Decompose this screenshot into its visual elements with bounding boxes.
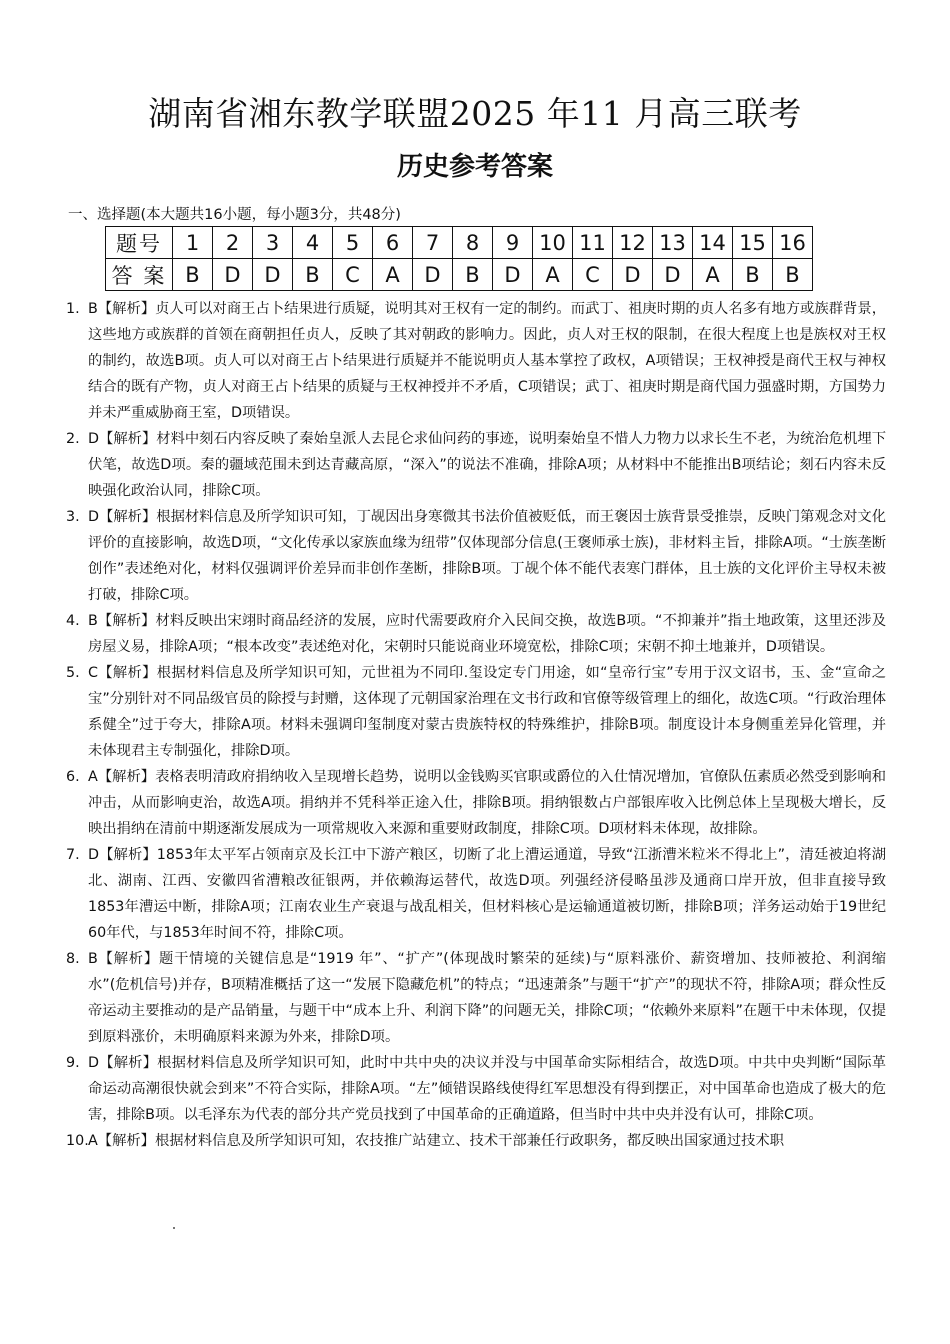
item-text: B【解析】贞人可以对商王占卜结果进行质疑，说明其对王权有一定的制约。而武丁、祖庚时期的贞人名多有地方或族群背景，这些地方或族群的首领在商朝担任贞人，反映了其对朝政的影响力。因此，贞人对王权的限制，在很大程度上也是族权对王权的制约，故选B项。贞人可以对商王占卜结果进行质疑并不能说明贞人基本掌控了政权，A项错误；王权神授是商代王权与神权结合的既有产物，贞人对商王占卜结果的质疑与王权神授并不矛盾，C项错误；武丁、祖庚时期是商代国力强盛时期，方国势力并未严重威胁商王室，D项错误。 bbox=[88, 301, 886, 421]
item-number: 1. bbox=[66, 301, 80, 317]
item-text: D【解析】根据材料信息及所学知识可知，此时中共中央的决议并没与中国革命实际相结合，故选D项。中共中央判断“国际革命运动高潮很快就会到来”不符合实际，排除A项。“左”倾错误路线使得红军思想没有得到摆正，对中国革命也造成了极大的危害，排除B项。以毛泽东为代表的部分共产党员找到了中国革命的正确道路，但当时中共中央并没有认可，排除C项。 bbox=[88, 1055, 886, 1123]
question-number: 2 bbox=[213, 227, 253, 259]
item-text: C【解析】根据材料信息及所学知识可知，元世祖为不同印.玺设定专门用途，如“皇帝行宝”专用于汉文诏书，玉、金“宣命之宝”分别针对不同品级官员的除授与封赠，这体现了元朝国家治理在文书行政和官僚等级管理上的细化，故选C项。“行政治理体系健全”过于夸大，排除A项。材料未强调印玺制度对蒙古贵族特权的特殊维护，排除B项。制度设计本身侧重差异化管理，并未体现君主专制强化，排除D项。 bbox=[88, 665, 886, 759]
row-label-answer: 答 案 bbox=[106, 259, 173, 291]
question-number: 1 bbox=[173, 227, 213, 259]
item-number: 10. bbox=[66, 1133, 89, 1149]
question-number: 5 bbox=[333, 227, 373, 259]
answer-letter: D bbox=[413, 259, 453, 291]
answer-letter: C bbox=[573, 259, 613, 291]
item-text: B【解析】题干情境的关键信息是“1919 年”、“扩产”(体现战时繁荣的延续)与“原料涨价、薪资增加、技师被抢、利润缩水”(危机信号)并存，B项精准概括了这一“发展下隐藏危机”的特点；“迅速萧条”与题干“扩产”的现状不符，排除A项；群众性反帝运动主要推动的是产品销量，与题干中“成本上升、利润下降”的问题无关，排除C项；“依赖外来原料”在题干中未体现，仅提到原料涨价，未明确原料来源为外来，排除D项。 bbox=[88, 951, 886, 1045]
answer-letter: B bbox=[173, 259, 213, 291]
explanation-item bbox=[66, 296, 886, 426]
question-number: 10 bbox=[533, 227, 573, 259]
answer-letter: B bbox=[733, 259, 773, 291]
answer-table bbox=[105, 226, 813, 291]
answer-letter: B bbox=[773, 259, 813, 291]
item-number: 3. bbox=[66, 509, 80, 525]
item-number: 6. bbox=[66, 769, 80, 785]
question-number: 14 bbox=[693, 227, 733, 259]
item-number: 7. bbox=[66, 847, 80, 863]
answer-letter: A bbox=[533, 259, 573, 291]
explanation-item bbox=[66, 946, 886, 1050]
item-number: 4. bbox=[66, 613, 80, 629]
item-number: 8. bbox=[66, 951, 80, 967]
item-text: B【解析】材料反映出宋翊时商品经济的发展，应时代需要政府介入民间交换，故选B项。“不抑兼并”指土地政策，这里还涉及房屋义易，排除A项；“根本改变”表述绝对化，宋朝时只能说商业环境宽松，排除C项；宋朝不抑土地兼并，D项错误。 bbox=[88, 613, 886, 655]
section-heading: 一、选择题(本大题共16小题，每小题3分，共48分) bbox=[68, 207, 401, 223]
question-number: 12 bbox=[613, 227, 653, 259]
answer-letter: B bbox=[293, 259, 333, 291]
question-number: 7 bbox=[413, 227, 453, 259]
question-number: 6 bbox=[373, 227, 413, 259]
question-number: 15 bbox=[733, 227, 773, 259]
explanation-item bbox=[66, 660, 886, 764]
answer-letter: C bbox=[333, 259, 373, 291]
item-number: 5. bbox=[66, 665, 80, 681]
question-number: 8 bbox=[453, 227, 493, 259]
answer-letter: A bbox=[373, 259, 413, 291]
question-number: 9 bbox=[493, 227, 533, 259]
answer-letter: D bbox=[253, 259, 293, 291]
explanation-item bbox=[66, 1050, 886, 1128]
page-subtitle: 历史参考答案 bbox=[396, 152, 553, 182]
row-label-number: 题号 bbox=[106, 227, 173, 259]
page-title: 湖南省湘东教学联盟2025 年11 月高三联考 bbox=[148, 94, 802, 133]
item-text: D【解析】材料中刻石内容反映了秦始皇派人去昆仑求仙问药的事迹，说明秦始皇不惜人力物力以求长生不老，为统治危机埋下伏笔，故选D项。秦的疆域范围未到达青藏高原，“深入”的说法不准确，排除A项；从材料中不能推出B项结论；刻石内容未反映强化政治认同，排除C项。 bbox=[88, 431, 886, 499]
question-number: 3 bbox=[253, 227, 293, 259]
question-number: 4 bbox=[293, 227, 333, 259]
explanation-item bbox=[66, 764, 886, 842]
explanation-item bbox=[66, 426, 886, 504]
explanation-item bbox=[66, 842, 886, 946]
item-number: 9. bbox=[66, 1055, 80, 1071]
explanation-item bbox=[66, 504, 886, 608]
stray-mark bbox=[173, 1227, 175, 1229]
answer-letter: B bbox=[453, 259, 493, 291]
question-number: 16 bbox=[773, 227, 813, 259]
answer-letter: D bbox=[653, 259, 693, 291]
item-text: A【解析】根据材料信息及所学知识可知，农技推广站建立、技术干部兼任行政职务，都反映出国家通过技术职 bbox=[88, 1133, 785, 1149]
answer-letter: D bbox=[493, 259, 533, 291]
item-text: D【解析】1853年太平军占领南京及长江中下游产粮区，切断了北上漕运通道，导致“江浙漕米粒米不得北上”，清廷被迫将湖北、湖南、江西、安徽四省漕粮改征银两，并依赖海运替代，故选D项。列强经济侵略虽涉及通商口岸开放，但非直接导致1853年漕运中断，排除A项；江南农业生产衰退与战乱相关，但材料核心是运输通道被切断，排除B项；洋务运动始于19世纪60年代，与1853年时间不符，排除C项。 bbox=[88, 847, 886, 941]
answer-letter: D bbox=[613, 259, 653, 291]
explanation-item bbox=[66, 608, 886, 660]
item-number: 2. bbox=[66, 431, 80, 447]
question-number: 11 bbox=[573, 227, 613, 259]
answer-letter: A bbox=[693, 259, 733, 291]
answer-row bbox=[106, 259, 813, 291]
item-text: A【解析】表格表明清政府捐纳收入呈现增长趋势，说明以金钱购买官职或爵位的入仕情况增加，官僚队伍素质必然受到影响和冲击，从而影响吏治，故选A项。捐纳并不凭科举正途入仕，排除B项。捐纳银数占户部银库收入比例总体上呈现极大增长，反映出捐纳在清前中期逐渐发展成为一项常规收入来源和重要财政制度，排除C项。D项材料未体现，故排除。 bbox=[88, 769, 886, 837]
explanations-list bbox=[66, 296, 886, 1154]
question-number: 13 bbox=[653, 227, 693, 259]
answer-letter: D bbox=[213, 259, 253, 291]
explanation-item bbox=[66, 1128, 886, 1154]
question-number-row bbox=[106, 227, 813, 259]
item-text: D【解析】根据材料信息及所学知识可知，丁觇因出身寒微其书法价值被贬低，而王褒因士族背景受推崇，反映门第观念对文化评价的直接影响，故选D项，“文化传承以家族血缘为纽带”仅体现部分信息(王褒师承士族)，非材料主旨，排除A项。“士族垄断创作”表述绝对化，材料仅强调评价差异而非创作垄断，排除B项。丁觇个体不能代表寒门群体，且士族的文化评价主导权未被打破，排除C项。 bbox=[88, 509, 886, 603]
